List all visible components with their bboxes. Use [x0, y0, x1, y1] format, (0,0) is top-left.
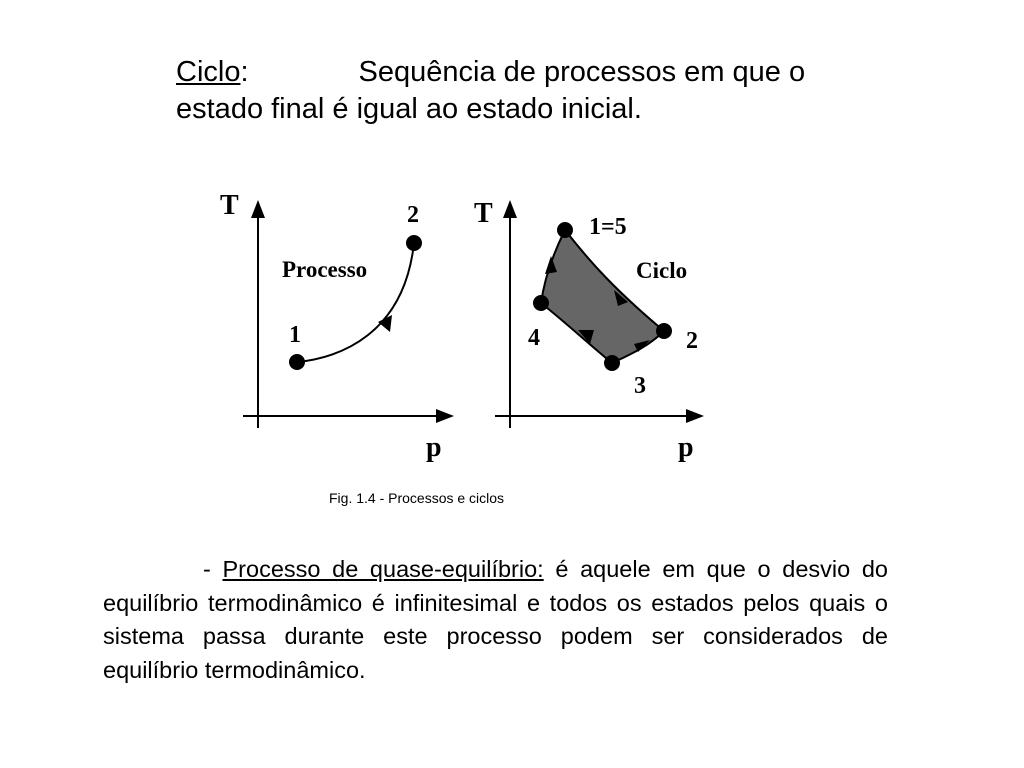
- left-y-axis-arrow: [251, 200, 265, 218]
- right-point-4-label: 4: [528, 325, 540, 351]
- right-point-1: [557, 222, 573, 238]
- heading-colon: :: [240, 56, 249, 88]
- paragraph-dash: -: [203, 556, 223, 582]
- right-point-2: [656, 323, 672, 339]
- right-point-3: [604, 355, 620, 371]
- left-point-2-label: 2: [407, 202, 419, 228]
- right-x-axis-arrow: [686, 409, 704, 423]
- right-y-axis-label: T: [474, 198, 493, 229]
- figure-caption: Fig. 1.4 - Processos e ciclos: [329, 490, 505, 506]
- left-x-axis-label: p: [426, 432, 442, 463]
- right-y-axis-arrow: [503, 200, 517, 218]
- heading-definition: Sequência de processos em que o estado final é igual ao estado inicial.: [176, 56, 806, 125]
- left-x-axis-arrow: [436, 409, 454, 423]
- definition-paragraph: [103, 553, 888, 687]
- right-point-2-label: 2: [686, 328, 698, 354]
- paragraph-text: é aquele em que o desvio do equilíbrio termodinâmico é infinitesimal e todos os estados pelos quais o sistema passa durante este processo podem ser considerados de equilíbrio termodinâmico.: [103, 556, 888, 683]
- left-point-1: [289, 354, 305, 370]
- right-point-4: [533, 295, 549, 311]
- left-y-axis-label: T: [220, 190, 239, 221]
- right-x-axis-label: p: [678, 432, 694, 463]
- left-plot: [220, 190, 454, 463]
- right-plot: [474, 198, 704, 463]
- right-point-3-label: 3: [634, 373, 646, 399]
- paragraph-term: Processo de quase-equilíbrio:: [222, 556, 544, 582]
- left-point-1-label: 1: [289, 322, 301, 348]
- process-label: Processo: [282, 257, 368, 282]
- right-point-1-label: 1=5: [589, 214, 627, 240]
- left-point-2: [406, 235, 422, 251]
- cycle-label: Ciclo: [636, 258, 688, 283]
- heading-term: Ciclo: [176, 56, 241, 88]
